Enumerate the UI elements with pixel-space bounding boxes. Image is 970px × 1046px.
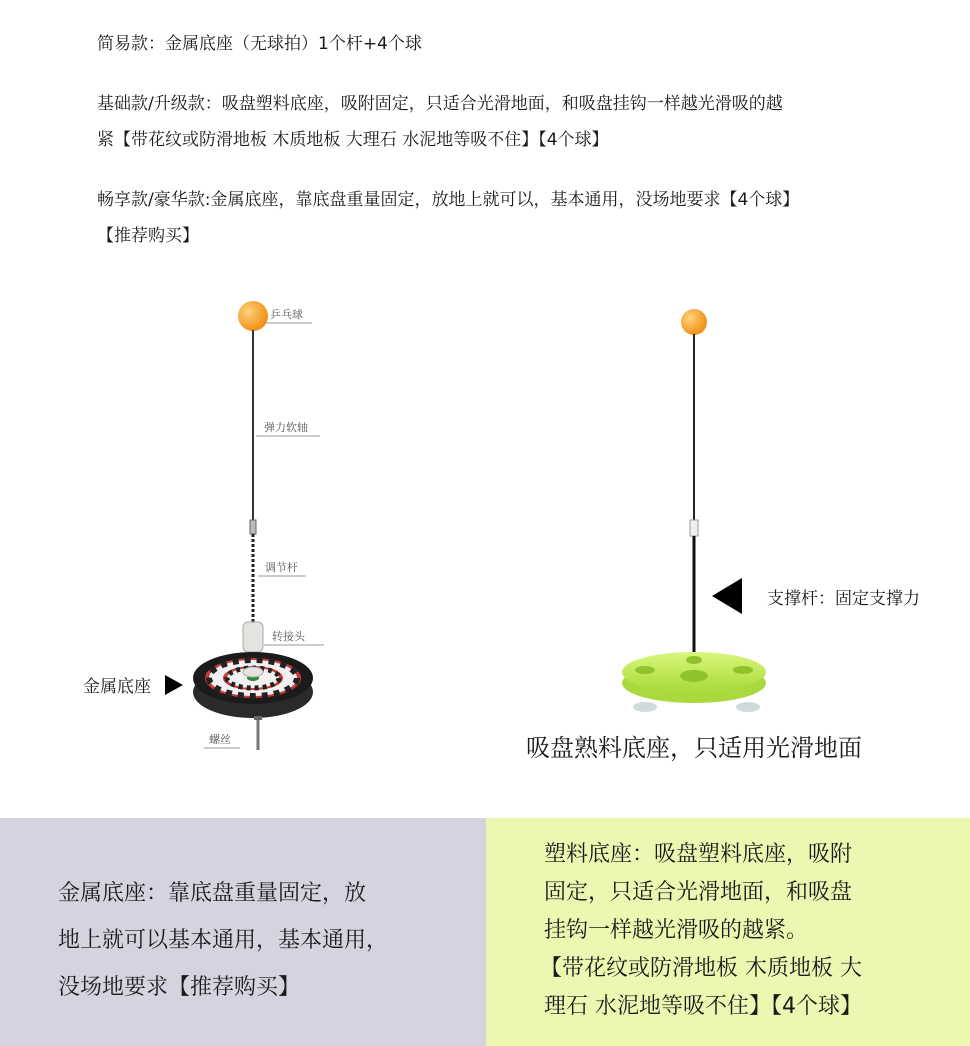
dartboard-base	[193, 652, 313, 718]
label-rod: 调节杆	[265, 561, 298, 574]
right-product	[622, 309, 766, 712]
product-illustration	[0, 280, 970, 780]
deluxe-model	[97, 182, 917, 254]
suction-base	[622, 652, 766, 712]
arrow-right-icon	[165, 675, 183, 695]
plastic-line-5: 理石 水泥地等吸不住】【4个球】	[544, 994, 862, 1019]
intro-text	[97, 26, 917, 278]
deluxe-line-2: 【推荐购买】	[97, 226, 199, 246]
plastic-line-4: 【带花纹或防滑地板 木质地板 大	[540, 956, 862, 981]
ping-pong-ball-right	[681, 309, 707, 335]
label-metal-base: 金属底座	[83, 677, 151, 697]
plastic-base-panel	[486, 818, 970, 1046]
caption-suction-base: 吸盘熟料底座，只适用光滑地面	[526, 734, 862, 762]
label-connector: 转接头	[272, 630, 305, 643]
metal-line-1: 金属底座：靠底盘重量固定，放	[58, 881, 367, 906]
basic-line-2: 紧【带花纹或防滑地板 木质地板 大理石 水泥地等吸不住】【4个球】	[97, 130, 609, 150]
basic-model	[97, 86, 917, 158]
metal-line-3: 没场地要求【推荐购买】	[58, 975, 301, 1000]
label-support-rod: 支撑杆：固定支撑力	[767, 589, 920, 609]
metal-base-panel	[0, 818, 486, 1046]
label-ball: 乒乓球	[270, 308, 303, 321]
simple-line: 简易款：金属底座（无球拍）1个杆+4个球	[97, 34, 422, 54]
simple-model	[97, 26, 917, 62]
metal-line-2: 地上就可以基本通用，基本通用，	[58, 928, 389, 953]
left-product	[165, 301, 324, 750]
ping-pong-ball-left	[238, 301, 268, 331]
arrow-left-icon	[712, 578, 742, 614]
coupler-right	[690, 520, 698, 536]
plastic-line-1: 塑料底座：吸盘塑料底座，吸附	[544, 842, 853, 867]
deluxe-line-1: 畅享款/豪华款:金属底座，靠底盘重量固定，放地上就可以，基本通用，没场地要求【4个球】	[97, 190, 800, 210]
plastic-line-2: 固定，只适合光滑地面，和吸盘	[544, 880, 853, 905]
coupler-left	[250, 520, 256, 534]
connector-left	[243, 622, 263, 652]
basic-line-1: 基础款/升级款：吸盘塑料底座，吸附固定，只适合光滑地面，和吸盘挂钩一样越光滑吸的越	[97, 94, 783, 114]
label-shaft: 弹力软轴	[264, 421, 308, 434]
plastic-line-3: 挂钩一样越光滑吸的越紧。	[544, 918, 809, 943]
label-screw: 螺丝	[209, 733, 231, 746]
